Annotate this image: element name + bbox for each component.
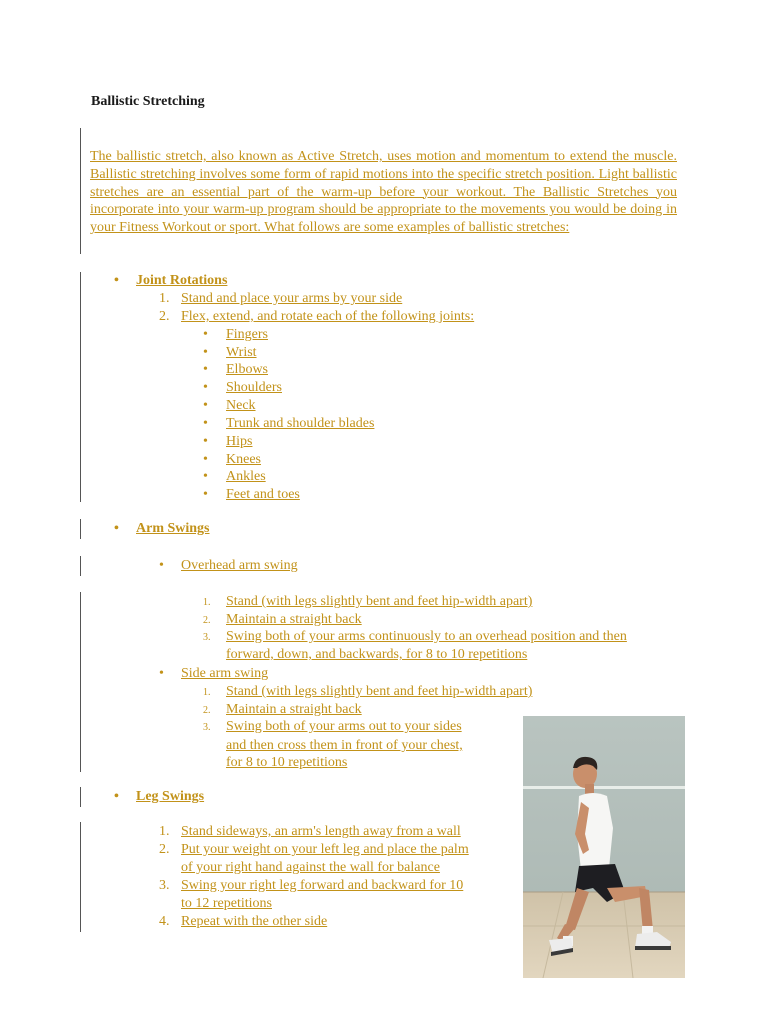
revision-bar (80, 787, 81, 807)
joint-item: • Shoulders (203, 380, 282, 395)
revision-bar (80, 519, 81, 539)
list-item: 3. Swing both of your arms out to your sides (203, 719, 462, 734)
revision-bar (80, 592, 81, 772)
joint-item: • Trunk and shoulder blades (203, 416, 375, 431)
joint-item: • Elbows (203, 362, 268, 377)
list-item: 1. Stand (with legs slightly bent and feet hip-width apart) (203, 684, 533, 699)
list-item: 4. Repeat with the other side (159, 914, 328, 929)
lunge-photo (523, 716, 685, 978)
bullet-marker: • (114, 273, 119, 288)
joint-item: • Fingers (203, 327, 268, 342)
joint-item: • Hips (203, 434, 253, 449)
list-item-continuation: for 8 to 10 repetitions (226, 755, 348, 770)
list-item: 2. Maintain a straight back (203, 612, 362, 627)
subsection-side-arm-swing: • Side arm swing (159, 666, 269, 681)
list-item: 1. Stand sideways, an arm's length away from a wall (159, 824, 461, 839)
revision-bar (80, 272, 81, 502)
revision-bar (80, 822, 81, 932)
joint-item: • Feet and toes (203, 487, 300, 502)
joint-item: • Neck (203, 398, 256, 413)
intro-paragraph: The ballistic stretch, also known as Active Stretch, uses motion and momentum to extend the muscle. Ballistic stretching involves some form of rapid motions into the specific stretch position. Light ballistic stretches are an essential part of the warm-up before your workout. The Ballistic Stretches you incorporate into your warm-up program should be appropriate to the movements you would be doing in your Fitness Workout or sport. What follows are some examples of ballistic stretches: (90, 149, 677, 236)
list-item: 2. Put your weight on your left leg and place the palm (159, 842, 469, 857)
list-item: 1. Stand (with legs slightly bent and feet hip-width apart) (203, 594, 533, 609)
joint-item: • Ankles (203, 469, 266, 484)
section-heading-leg-swings: • Leg Swings (114, 789, 205, 804)
section-heading-arm-swings: • Arm Swings (114, 521, 210, 536)
revision-bar (80, 128, 81, 254)
lunge-photo-illustration (523, 716, 685, 978)
list-item-continuation: and then cross them in front of your chest, (226, 738, 463, 753)
revision-bar (80, 556, 81, 576)
list-item: 3. Swing your right leg forward and backward for 10 (159, 878, 464, 893)
document-title: Ballistic Stretching (91, 94, 205, 109)
bullet-marker: • (114, 521, 119, 536)
list-item-continuation: to 12 repetitions (181, 896, 272, 911)
bullet-marker: • (114, 789, 119, 804)
joint-item: • Knees (203, 452, 261, 467)
list-item-continuation: of your right hand against the wall for balance (181, 860, 440, 875)
list-item: 3. Swing both of your arms continuously to an overhead position and then (203, 629, 627, 644)
section-heading-joint-rotations: • Joint Rotations (114, 273, 228, 288)
list-item-continuation: forward, down, and backwards, for 8 to 10 repetitions (226, 647, 528, 662)
subsection-overhead-arm-swing: • Overhead arm swing (159, 558, 298, 573)
list-item: 2. Flex, extend, and rotate each of the following joints: (159, 309, 475, 324)
joint-item: • Wrist (203, 345, 257, 360)
list-item: 1. Stand and place your arms by your side (159, 291, 403, 306)
list-item: 2. Maintain a straight back (203, 702, 362, 717)
